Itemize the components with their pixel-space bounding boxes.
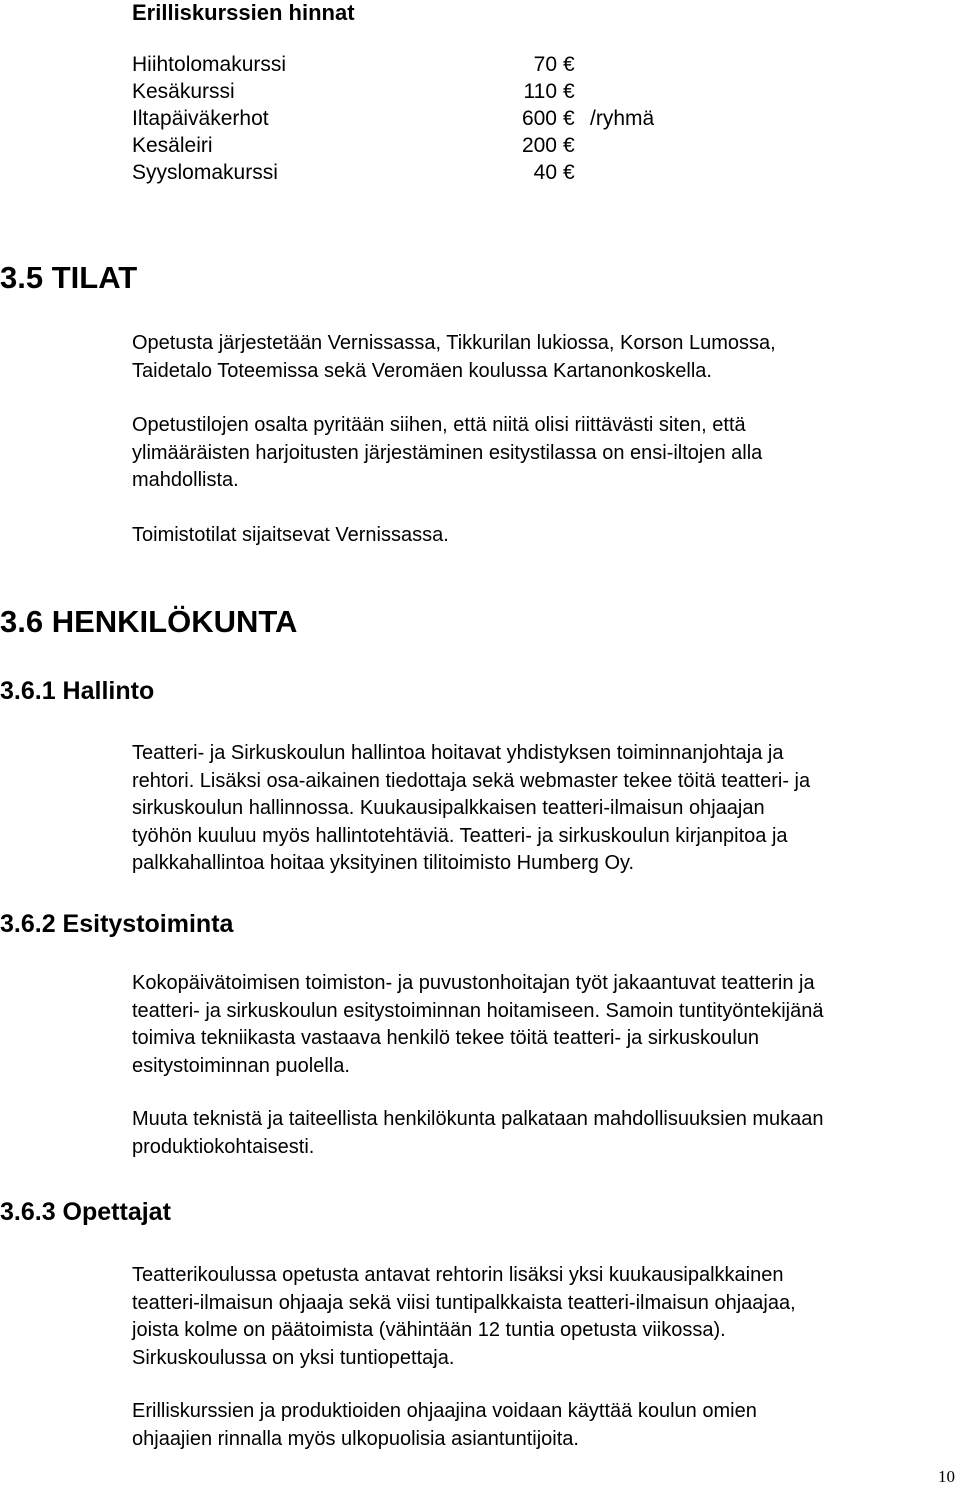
text-line: ylimääräisten harjoitusten järjestäminen esitystilassa on ensi-iltojen alla: [132, 441, 763, 464]
price-row-currency: €: [563, 134, 575, 157]
price-row-value: 40: [533, 161, 557, 184]
text-line: esitystoiminnan puolella.: [132, 1054, 350, 1077]
price-row-currency: €: [563, 161, 575, 184]
text-line: Muuta teknistä ja taiteellista henkilökunta palkataan mahdollisuuksien mukaan: [132, 1108, 824, 1130]
text-line: työhön kuuluu myös hallintotehtäviä. Teatteri- ja sirkuskoulun kirjanpitoa ja: [132, 824, 788, 847]
price-row-currency: €: [563, 107, 575, 130]
text-line: Teatterikoulussa opetusta antavat rehtorin lisäksi yksi kuukausipalkkainen: [132, 1264, 784, 1286]
text-line: Opetusta järjestetään Vernissassa, Tikkurilan lukiossa, Korson Lumossa,: [132, 332, 776, 354]
text-line: teatteri-ilmaisun ohjaaja sekä viisi tuntipalkkaista teatteri-ilmaisun ohjaajaa,: [132, 1291, 796, 1314]
esitystoiminta-paragraph-1: [132, 970, 952, 1080]
price-row-currency: €: [563, 53, 575, 76]
text-line: Sirkuskoulussa on yksi tuntiopettaja.: [132, 1346, 455, 1369]
price-list-heading: Erilliskurssien hinnat: [132, 0, 355, 25]
tilat-paragraph-1: [132, 330, 952, 385]
tilat-paragraph-2: [132, 412, 952, 495]
subsection-heading-esitystoiminta: 3.6.2 Esitystoiminta: [0, 910, 234, 938]
section-heading-tilat: 3.5 TILAT: [0, 260, 138, 295]
text-line: Erilliskurssien ja produktioiden ohjaajina voidaan käyttää koulun omien: [132, 1400, 757, 1422]
subsection-heading-opettajat: 3.6.3 Opettajat: [0, 1198, 171, 1226]
text-line: joista kolme on päätoimista (vähintään 12 tuntia opetusta viikossa).: [132, 1319, 726, 1341]
text-line: toimiva tekniikasta vastaava henkilö tekee töitä teatteri- ja sirkuskoulun: [132, 1027, 759, 1049]
section-heading-henkilokunta: 3.6 HENKILÖKUNTA: [0, 604, 298, 639]
text-line: sirkuskoulun hallinnossa. Kuukausipalkkaisen teatteri-ilmaisun ohjaajan: [132, 797, 765, 819]
text-line: Kokopäivätoimisen toimiston- ja puvustonhoitajan työt jakaantuvat teatterin ja: [132, 972, 815, 994]
price-row-value: 600: [521, 107, 557, 130]
text-line: mahdollista.: [132, 469, 239, 491]
price-row-suffix: /ryhmä: [590, 107, 655, 130]
text-line: produktiokohtaisesti.: [132, 1135, 315, 1158]
price-row-value: 70: [533, 53, 557, 76]
esitystoiminta-paragraph-2: [132, 1106, 952, 1161]
text-line: Taidetalo Toteemissa sekä Veromäen koulussa Kartanonkoskella.: [132, 359, 712, 382]
opettajat-paragraph-2: [132, 1398, 952, 1453]
price-row-name: Iltapäiväkerhot: [132, 107, 269, 130]
text-line: Teatteri- ja Sirkuskoulun hallintoa hoitavat yhdistyksen toiminnanjohtaja ja: [132, 742, 784, 764]
text-line: palkkahallintoa hoitaa yksityinen tilitoimisto Humberg Oy.: [132, 852, 635, 874]
text-line: Toimistotilat sijaitsevat Vernissassa.: [132, 524, 449, 546]
price-row-value: 200: [521, 134, 557, 157]
text-line: ohjaajien rinnalla myös ulkopuolisia asiantuntijoita.: [132, 1427, 579, 1450]
subsection-heading-hallinto: 3.6.1 Hallinto: [0, 677, 155, 705]
page-number: 10: [938, 1467, 955, 1486]
price-row-name: Kesäleiri: [132, 134, 213, 157]
price-row-name: Hiihtolomakurssi: [132, 53, 287, 76]
price-row-name: Kesäkurssi: [132, 80, 235, 103]
tilat-paragraph-3: [132, 522, 952, 550]
price-row-name: Syyslomakurssi: [132, 161, 278, 184]
price-row-currency: €: [563, 80, 575, 103]
text-line: rehtori. Lisäksi osa-aikainen tiedottaja sekä webmaster tekee töitä teatteri- ja: [132, 769, 811, 792]
opettajat-paragraph-1: [132, 1262, 952, 1372]
hallinto-paragraph: [132, 740, 952, 878]
price-row-value: 110: [523, 80, 557, 103]
text-line: teatteri- ja sirkuskoulun esitystoiminnan hoitamiseen. Samoin tuntityöntekijänä: [132, 999, 824, 1022]
text-line: Opetustilojen osalta pyritään siihen, että niitä olisi riittävästi siten, että: [132, 414, 746, 436]
